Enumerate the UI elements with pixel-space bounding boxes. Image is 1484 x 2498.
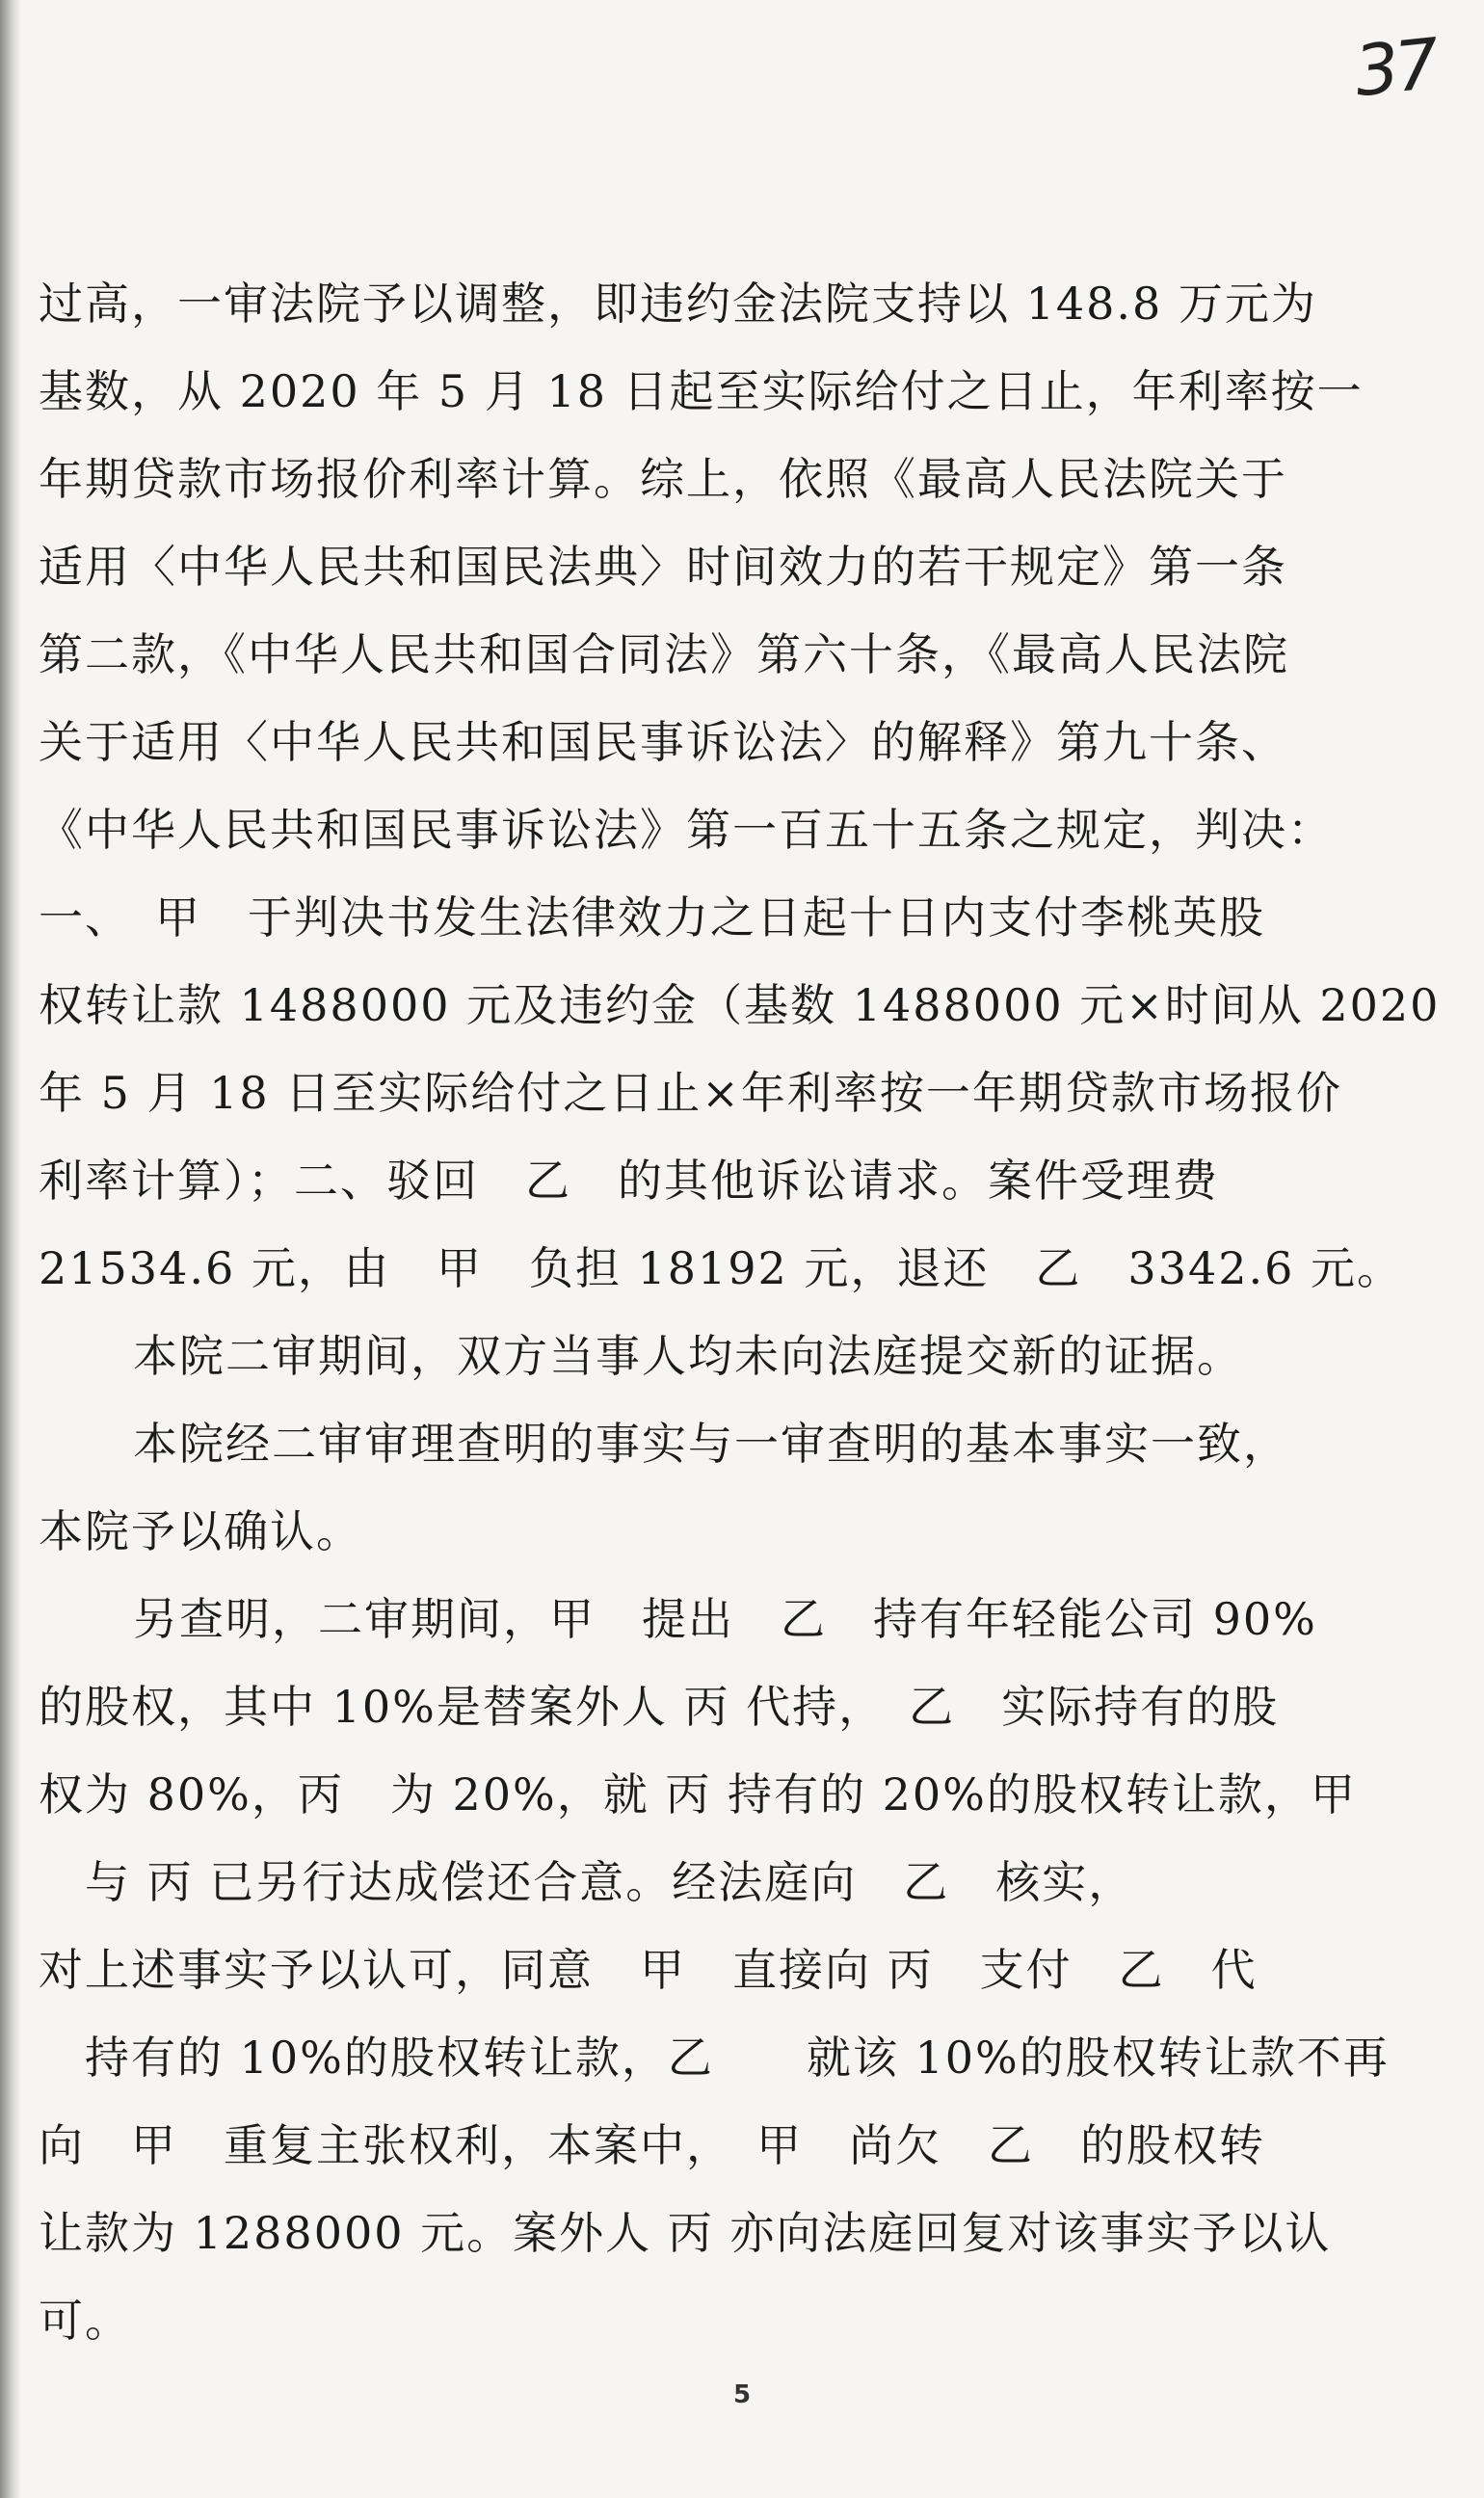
- text-line: 本院经二审审理查明的事实与一审查明的基本事实一致，: [133, 1418, 1289, 1470]
- text-line: 利率计算）；二、驳回 乙 的其他诉讼请求。案件受理费: [39, 1155, 1219, 1207]
- body-text: [39, 260, 1441, 2365]
- page-number: 5: [732, 2380, 752, 2409]
- text-line: 向 甲 重复主张权利，本案中， 甲 尚欠 乙 的股权转: [39, 2119, 1265, 2171]
- text-line: 对上述事实予以认可，同意 甲 直接向 丙 支付 乙 代: [39, 1944, 1258, 1996]
- text-line: 关于适用〈中华人民共和国民事诉讼法〉的解释》第九十条、: [39, 716, 1287, 768]
- text-line: 《中华人民共和国民事诉讼法》第一百五十五条之规定，判决：: [39, 804, 1334, 856]
- text-line: 年 5 月 18 日至实际给付之日止×年利率按一年期贷款市场报价: [39, 1067, 1342, 1119]
- text-line: 过高，一审法院予以调整，即违约金法院支持以 148.8 万元为: [39, 278, 1317, 330]
- text-line: 本院予以确认。: [39, 1505, 362, 1557]
- text-line: 21534.6 元，由 甲 负担 18192 元，退还 乙 3342.6 元。: [39, 1242, 1403, 1294]
- text-line: 可。: [39, 2295, 131, 2347]
- text-line: 的股权，其中 10%是替案外人 丙 代持， 乙 实际持有的股: [39, 1681, 1280, 1733]
- text-line: 基数，从 2020 年 5 月 18 日起至实际给付之日止，年利率按一: [39, 365, 1364, 417]
- text-line: 一、 甲 于判决书发生法律效力之日起十日内支付李桃英股: [39, 891, 1265, 943]
- scan-edge-shadow: [0, 0, 21, 2498]
- text-line: 权为 80%，丙 为 20%，就 丙 持有的 20%的股权转让款，甲: [39, 1768, 1357, 1820]
- text-line: 与 丙 已另行达成偿还合意。经法庭向 乙 核实，: [39, 1856, 1135, 1908]
- text-line: 年期贷款市场报价利率计算。综上，依照《最高人民法院关于: [39, 453, 1287, 505]
- text-line: 第二款，《中华人民共和国合同法》第六十条，《最高人民法院: [39, 628, 1289, 680]
- handwritten-page-mark: 37: [1351, 22, 1441, 113]
- text-line: 持有的 10%的股权转让款，乙 就该 10%的股权转让款不再: [39, 2032, 1390, 2084]
- text-line: 适用〈中华人民共和国民法典〉时间效力的若干规定》第一条: [39, 541, 1287, 593]
- text-line: 本院二审期间，双方当事人均未向法庭提交新的证据。: [133, 1330, 1243, 1382]
- text-line: 让款为 1288000 元。案外人 丙 亦向法庭回复对该事实予以认: [39, 2207, 1332, 2259]
- text-line: 权转让款 1488000 元及违约金（基数 1488000 元×时间从 2020: [39, 979, 1441, 1031]
- text-line: 另查明，二审期间，甲 提出 乙 持有年轻能公司 90%: [133, 1593, 1317, 1645]
